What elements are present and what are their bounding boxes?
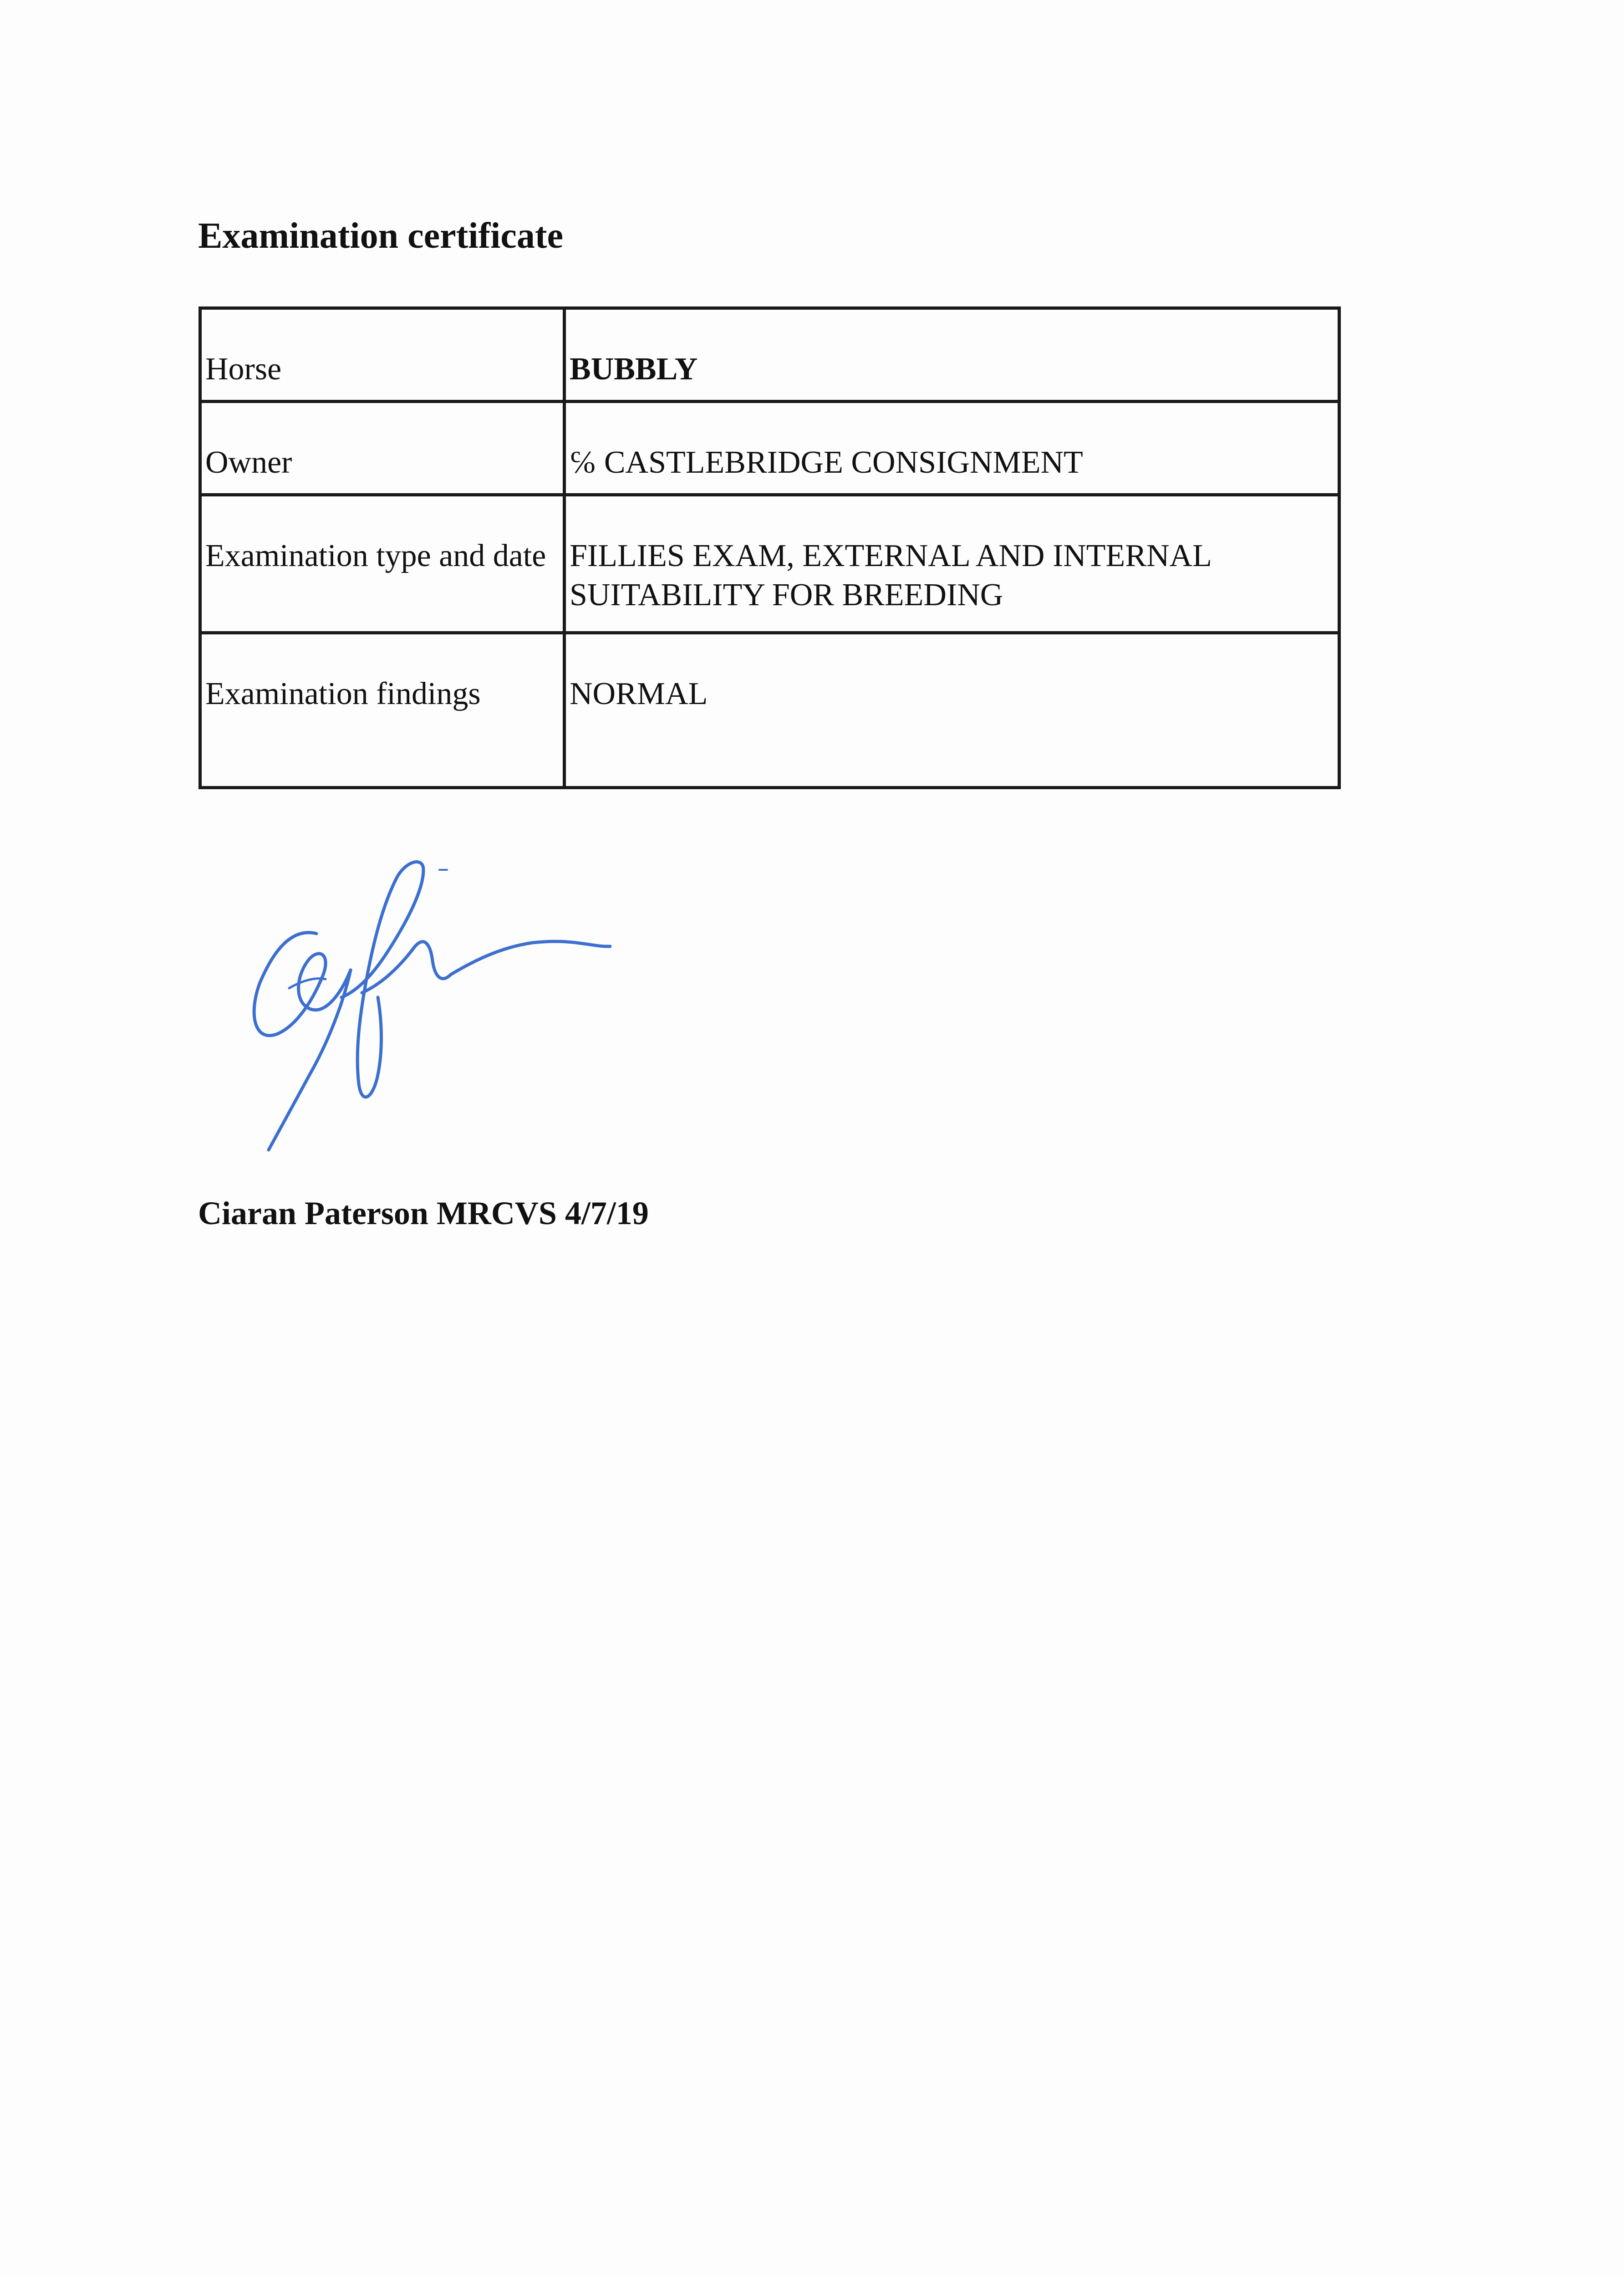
examination-findings-label: Examination findings <box>200 633 565 788</box>
table-row-horse <box>200 308 1339 402</box>
signature-icon <box>246 852 710 1161</box>
table-row-examination-type <box>200 495 1339 633</box>
signer-name: Ciaran Paterson MRCVS 4/7/19 <box>198 1195 649 1231</box>
table-row-owner <box>200 402 1339 495</box>
page-title: Examination certificate <box>198 216 563 256</box>
table-row-examination-findings <box>200 633 1339 788</box>
examination-type-label: Examination type and date <box>200 495 565 633</box>
certificate-table <box>199 306 1341 789</box>
owner-value: ℅ CASTLEBRIDGE CONSIGNMENT <box>565 402 1339 495</box>
owner-label: Owner <box>200 402 565 495</box>
examination-type-value: FILLIES EXAM, EXTERNAL AND INTERNAL SUITABILITY FOR BREEDING <box>565 495 1339 633</box>
horse-label: Horse <box>200 308 565 402</box>
examination-findings-value: NORMAL <box>565 633 1339 788</box>
horse-value: BUBBLY <box>565 308 1339 402</box>
